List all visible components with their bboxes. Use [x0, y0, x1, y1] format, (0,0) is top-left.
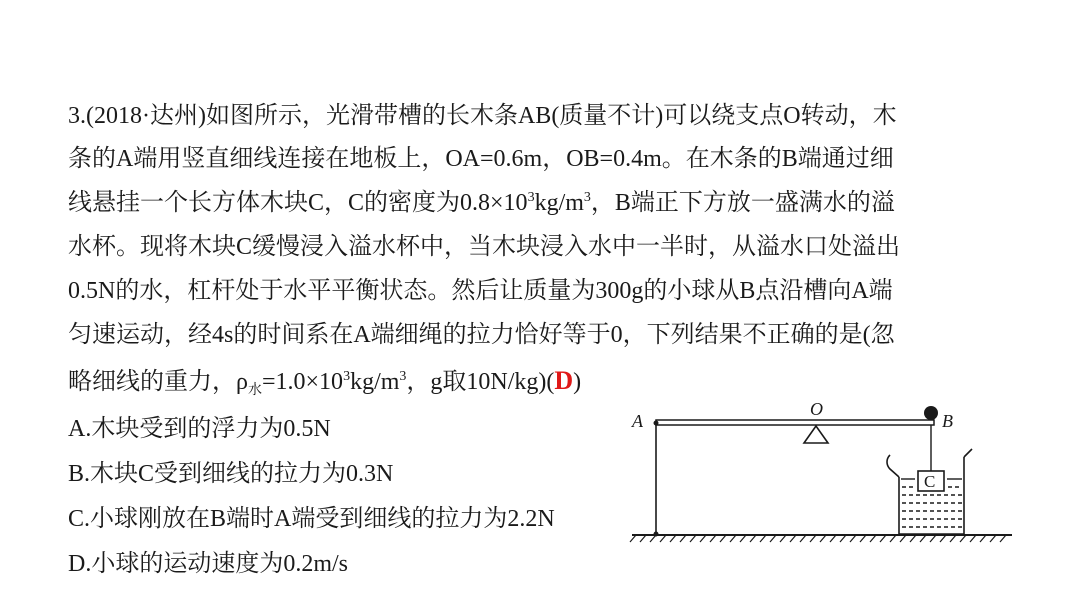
ball [924, 406, 938, 420]
option-a: A.木块受到的浮力为0.5N [68, 416, 331, 442]
label-a: A [632, 411, 643, 431]
floor-hatching [630, 535, 1006, 542]
question-line-5: 0.5N的水，杠杆处于水平平衡状态。然后让质量为300g的小球从B点沿槽向A端 [68, 278, 893, 304]
anchor-point [654, 532, 659, 537]
question-line-6: 匀速运动，经4s的时间系在A端细绳的拉力恰好等于0，下列结果不正确的是(忽 [68, 322, 895, 348]
option-d: D.小球的运动速度为0.2m/s [68, 551, 349, 577]
point-a [654, 421, 659, 426]
question-line-7: 略细线的重力，$\rho_水=1.0\times 10^3kg/m^3$，g取10N/kg)(D) [68, 366, 582, 398]
question-line-3: 线悬挂一个长方体木块C，C的密度为$0.8\times 10^3kg/m^3$，B端正下方放一盛满水的溢 [68, 190, 895, 216]
question-line-2: 条的A端用竖直细线连接在地板上，OA=0.6m，OB=0.4m。在木条的B端通过细 [68, 146, 894, 172]
label-o: O [810, 399, 823, 419]
lever-diagram [620, 395, 1020, 555]
question-line-4: 水杯。现将木块C缓慢浸入溢水杯中，当木块浸入水中一半时，从溢水口处溢出 [68, 234, 901, 260]
label-b: B [942, 411, 953, 431]
answer-mark: D [554, 366, 574, 395]
fulcrum-triangle [804, 426, 828, 443]
lever-bar [656, 420, 934, 425]
option-b: B.木块C受到细线的拉力为0.3N [68, 461, 394, 487]
question-line-1: 3.(2018·达州)如图所示，光滑带槽的长木条AB(质量不计)可以绕支点O转动，木 [68, 103, 897, 129]
option-c: C.小球刚放在B端时A端受到细线的拉力为2.2N [68, 506, 555, 532]
label-c: C [924, 472, 936, 491]
